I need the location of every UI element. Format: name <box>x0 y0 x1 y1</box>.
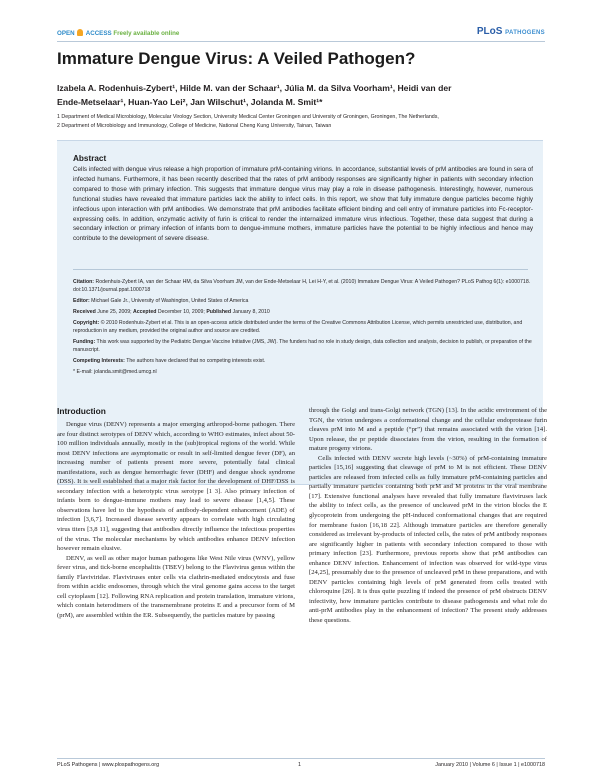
citation: Citation: Rodenhuis-Zybert IA, van der Schaar HM, da Silva Voorham JM, van der Ende-Metselaar H, Lei H-Y, et al. (2010) Immature Dengue Virus: A Veiled Pathogen? PLoS Pathog 6(1): e1000718. doi:10.1371/journal.ppat.1000718 <box>73 279 531 293</box>
page-footer <box>57 762 545 771</box>
footer-journal-url[interactable]: PLoS Pathogens | www.plospathogens.org <box>57 762 160 768</box>
body-column-right <box>309 406 547 626</box>
journal-header <box>57 28 545 42</box>
intro-paragraph-2: DENV, as well as other major human pathogens like West Nile virus (WNV), yellow fever virus, and tick-borne encephalitis (TBEV) belong to the Flavivirus genus within the family Flaviviridae. Flaviviruses enter cells via clathrin-mediated endocytosis and fuse from within acidic endosomes, through which the viral genome gains access to the target cell cytoplasm [12]. Following RNA replication and protein translation, immature virions, which contain heterodimers of the transmembrane proteins E and a precursor form of M (prM), are assembled within the ER. Subsequently, the particles mature by passing <box>57 554 295 619</box>
intro-paragraph-4: Cells infected with DENV secrete high levels (~30%) of prM-containing immature particles [15,16] suggesting that cleavage of prM to M is not efficient. These DENV particles are released from infected cells as fully immature prM-containing particles and partially immature particles containing both prM and M proteins in the viral membrane [17]. Extensive functional analyses have revealed that fully immature flaviviruses lack the ability to infect cells, as the presence of uncleaved prM in the virion blocks the E glycoprotein from undergoing the pH-induced conformational changes that are required for membrane fusion [16,18 22]. Although immature particles are therefore generally considered as irrelevant by-products of infected cells, the rates of prM antibody responses are significantly higher in patients with secondary infection compared to those with primary infection [23]. Furthermore, previous reports show that prM antibodies can enhance DENV infection. Enhancement of infection was observed for wild-type virus [24,25], presumably due to the presence of uncleaved prM in these preparations, and with DENV particles containing high levels of prM generated from cells treated with chloroquine [26]. It is thus quite puzzling if indeed the presence of prM obstructs DENV infectivity, how immature particles contribute to disease pathogenesis and what role do anti-prM antibodies play in the enhancement of infection? The present study addresses these questions. <box>309 454 547 625</box>
author-line-1: Izabela A. Rodenhuis-Zybert¹, Hilde M. van der Schaar¹, Júlia M. da Silva Voorham¹, Heidi van der <box>57 83 452 93</box>
author-list <box>57 81 545 109</box>
footer-divider <box>57 758 545 759</box>
open-label: OPEN <box>57 30 75 37</box>
article-title: Immature Dengue Virus: A Veiled Pathogen? <box>57 49 416 68</box>
author-line-2: Ende-Metselaar¹, Huan-Yao Lei², Jan Wilschut¹, Jolanda M. Smit¹* <box>57 97 323 107</box>
intro-paragraph-1: Dengue virus (DENV) represents a major emerging arthropod-borne pathogen. There are four distinct serotypes of DENV which, according to WHO estimates, infect about 50-100 million individuals annually, mostly in the (sub)tropical regions of the world. While most DENV infections are asymptomatic or result in self-limited dengue fever (DF), an increasing number of patients present more severe, potentially fatal clinical manifestations, such as dengue hemorrhagic fever (DHF) and dengue shock syndrome (DSS). It is well established that a major risk factor for the development of DHF/DSS is secondary infection with a heterotypic virus serotype [1 3]. Also primary infection of infants born to dengue-immune mothers may lead to severe disease [1,4,5]. These observations have led to the hypothesis of antibody-dependent enhancement (ADE) of infection [3,6,7]. Increased disease severity appears to correlate with high circulating virus titers [3,8 11], suggesting that antibodies directly influence the infectious properties of the virus. The molecular mechanisms by which antibodies enhance DENV infection however remain elusive. <box>57 421 295 553</box>
affiliation-1: 1 Department of Medical Microbiology, Molecular Virology Section, University Medical Center Groningen and University of Groningen, Groningen, The Netherlands, <box>57 114 439 120</box>
journal-logo-plos: PLoS <box>476 26 503 37</box>
open-access-badge[interactable] <box>57 29 179 37</box>
open-access-lock-icon <box>77 29 83 36</box>
header-divider <box>57 41 545 42</box>
dates: Received June 25, 2009; Accepted December 10, 2009; Published January 8, 2010 <box>73 308 270 315</box>
intro-paragraph-3: through the Golgi and trans-Golgi network (TGN) [13]. In the acidic environment of the TGN, the virion undergoes a conformational change and the cellular endoprotease furin cleaves prM into M and a peptide (“pr”) that remains associated with the virion [14]. Upon release, the pr peptide dissociates from the virion, resulting in the formation of mature progeny virions. <box>309 407 547 453</box>
journal-logo-name: PATHOGENS <box>505 30 545 36</box>
page-number: 1 <box>298 762 301 768</box>
funding: Funding: This work was supported by the Pediatric Dengue Vaccine Initiative (JMS, JW). The funders had no role in study design, data collection and analysis, decision to publish, or preparation of the manuscript. <box>73 338 532 353</box>
introduction-heading: Introduction <box>57 406 106 416</box>
affiliation-2: 2 Department of Microbiology and Immunology, College of Medicine, National Cheng Kung University, Tainan, Taiwan <box>57 122 332 129</box>
journal-logo[interactable] <box>477 26 545 37</box>
author-email[interactable]: * E-mail: jolanda.smit@med.umcg.nl <box>73 368 157 375</box>
article-metadata <box>73 279 533 380</box>
freely-available-label: Freely available online <box>113 30 180 37</box>
competing-interests: Competing Interests: The authors have declared that no competing interests exist. <box>73 357 266 364</box>
footer-issue-info: January 2010 | Volume 6 | Issue 1 | e1000718 <box>435 762 545 768</box>
access-label: ACCESS <box>85 30 112 37</box>
editor: Editor: Michael Gale Jr., University of Washington, United States of America <box>73 297 249 304</box>
abstract-divider <box>73 269 528 270</box>
body-column-left <box>57 420 295 620</box>
affiliations <box>57 113 545 130</box>
abstract-text: Cells infected with dengue virus release a high proportion of immature prM-containing virions. In accordance, substantial levels of prM antibodies are found in sera of infected humans. Furthermore, it has been recently described that the rates of prM antibody responses are significantly higher in patients with secondary infection compared to those with primary infection. This suggests that immature dengue virus may play a role in disease pathogenesis. Interestingly, however, numerous functional studies have revealed that immature particles lack the ability to infect cells. In this report, we show that fully immature dengue particles become highly infectious upon interaction with prM antibodies. We demonstrate that prM antibodies facilitate efficient binding and cell entry of immature particles into Fc-receptor-expressing cells. In addition, enzymatic activity of furin is critical to render the internalized immature virus infectious. Together, these data suggest that during a secondary infection or primary infection of infants born to dengue-immune mothers, immature particles have the potential to be highly infectious and hence may contribute to the development of severe disease. <box>73 166 533 243</box>
abstract-heading: Abstract <box>73 154 107 163</box>
copyright: Copyright: © 2010 Rodenhuis-Zybert et al. This is an open-access article distributed under the terms of the Creative Commons Attribution License, which permits unrestricted use, distribution, and reproduction in any medium, provided the original author and source are credited. <box>73 320 523 334</box>
